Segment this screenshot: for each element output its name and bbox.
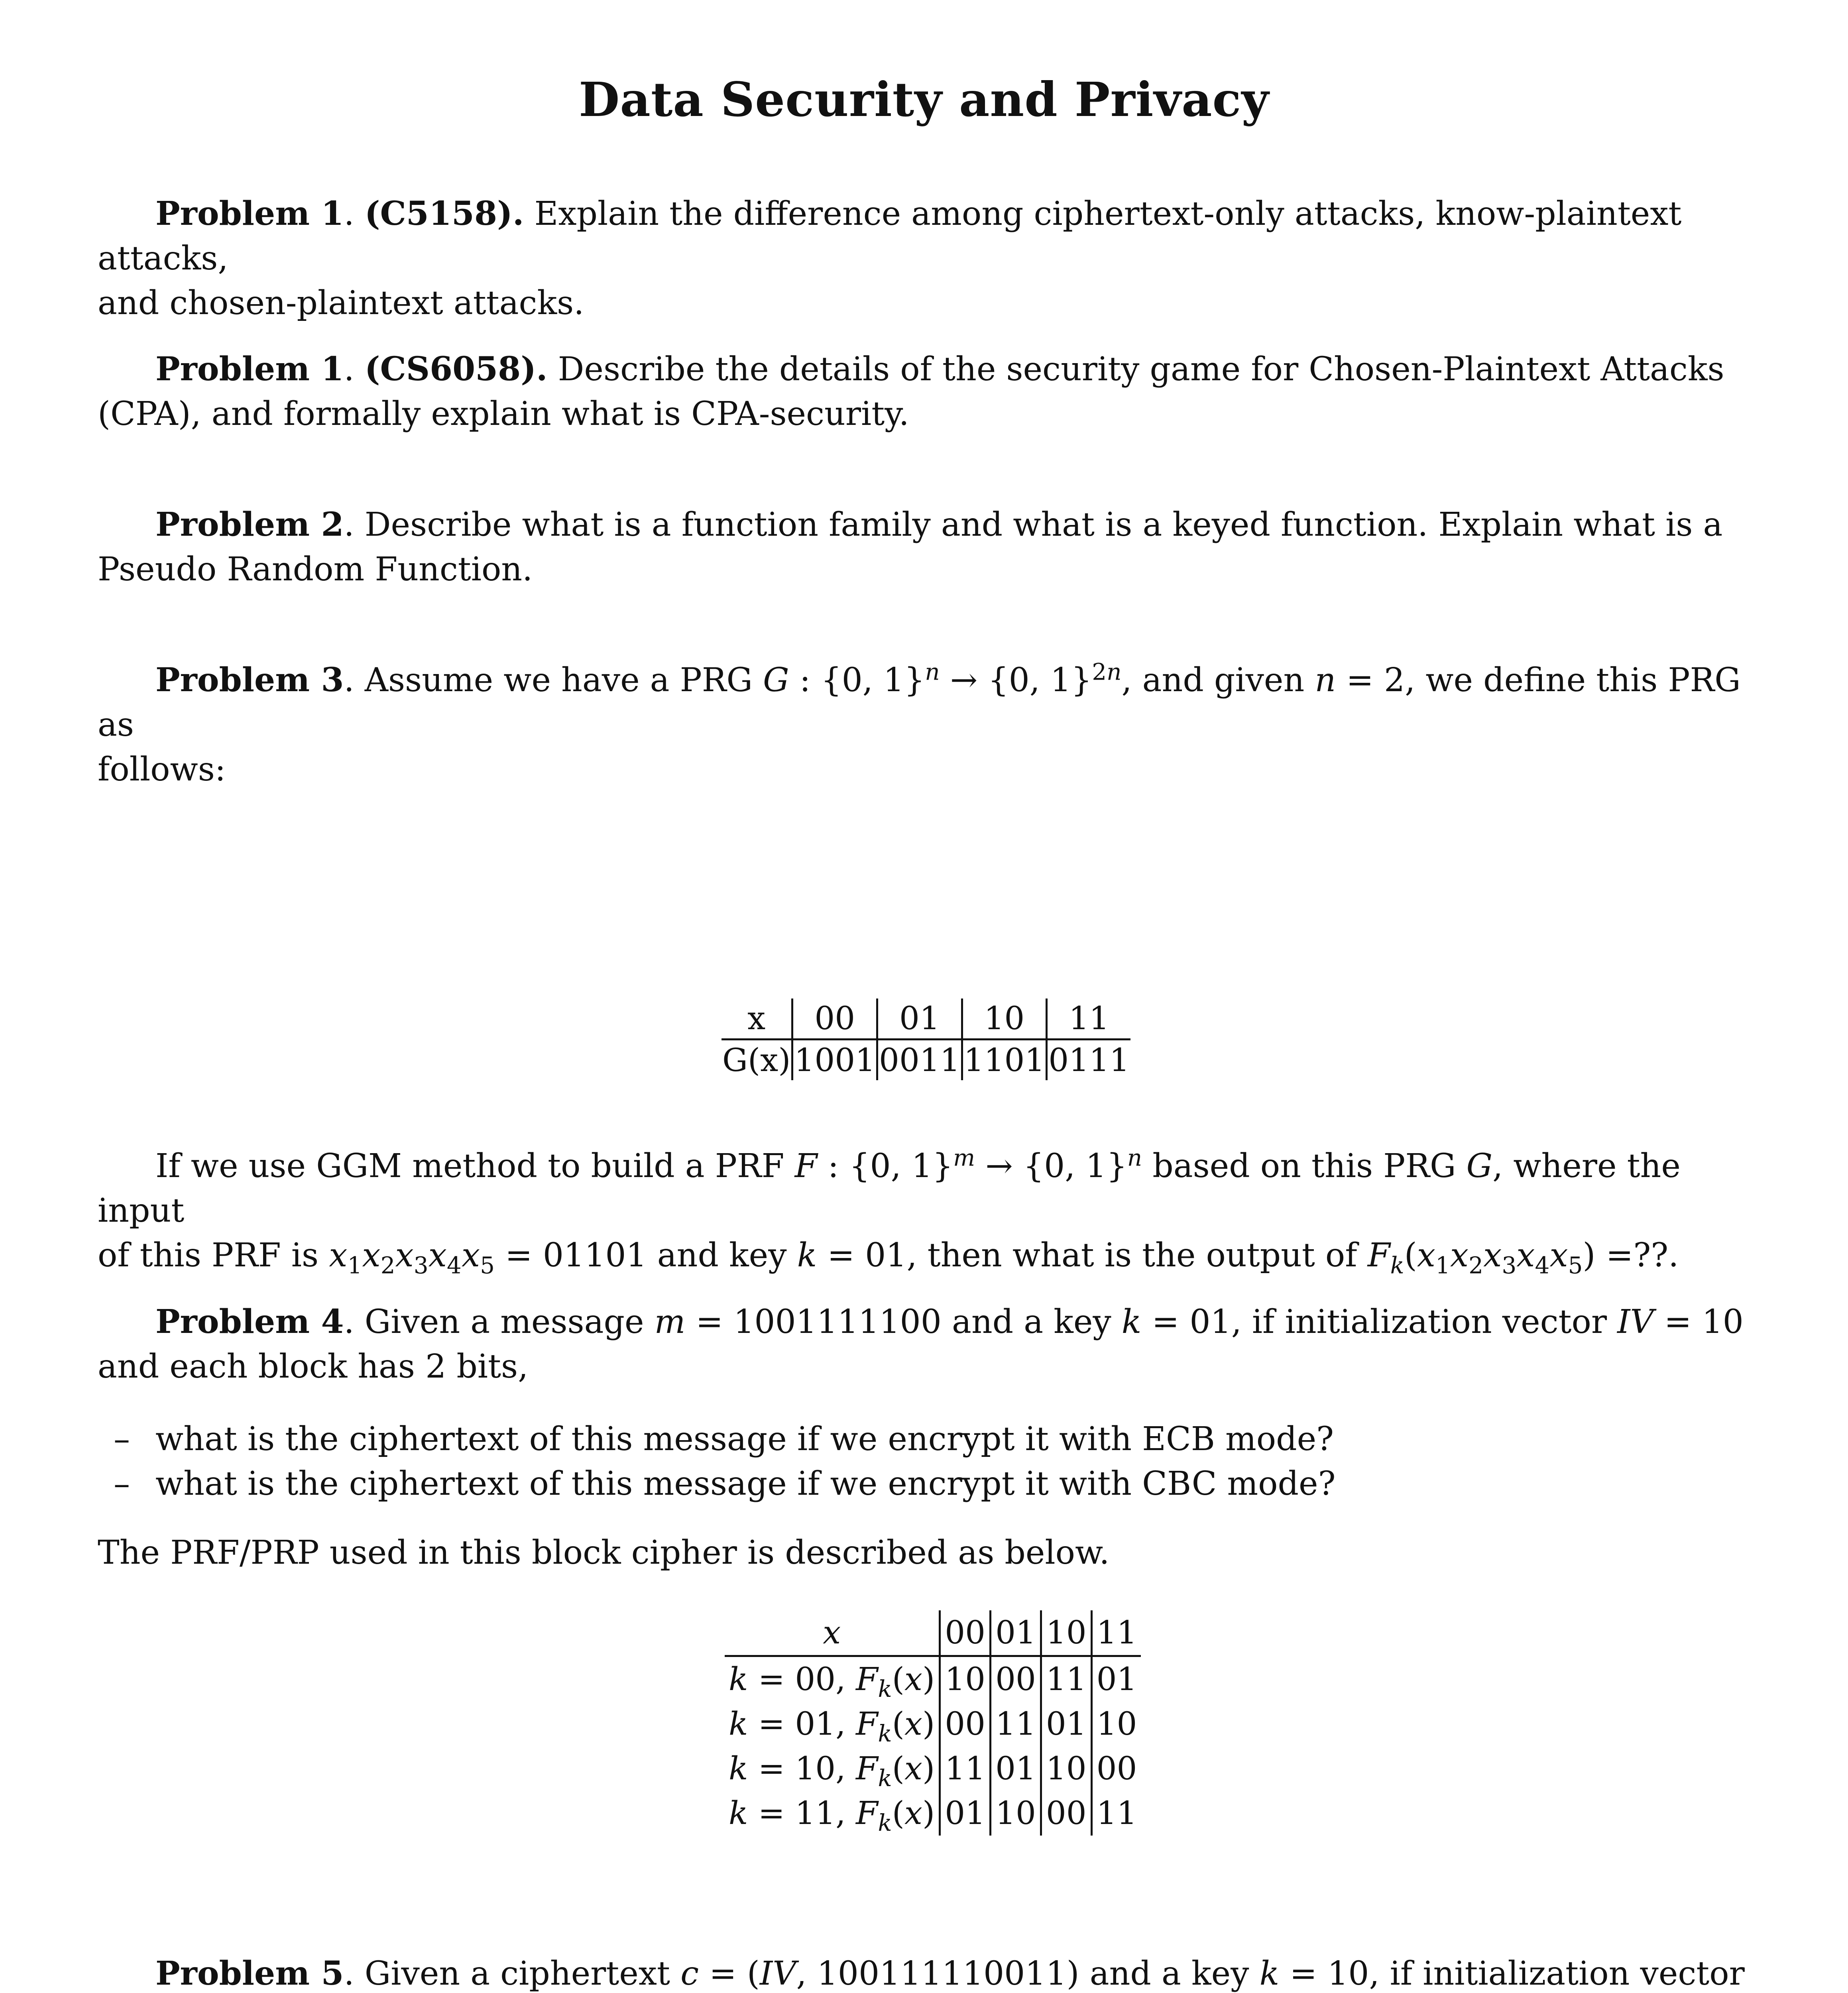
problem-text: = 10 bbox=[1664, 1303, 1744, 1341]
table-cell: 11 bbox=[940, 1746, 991, 1791]
problem-text: , and given bbox=[1121, 661, 1305, 699]
table-header-cell: 10 bbox=[1041, 1610, 1091, 1656]
prf-table-header-row bbox=[725, 1610, 1141, 1656]
table-row-label: k = 11, $F_k(x)$ bbox=[729, 1794, 935, 1836]
question-text: , where the input bbox=[98, 1147, 1681, 1230]
question-text: = 01, then what is the output of bbox=[827, 1236, 1357, 1274]
problem-text: = 1001111100 and a key bbox=[696, 1303, 1111, 1341]
question-text: based on this PRG bbox=[1152, 1147, 1456, 1185]
prf-table-row bbox=[725, 1656, 1141, 1702]
problem-label: Problem 1 bbox=[155, 195, 344, 233]
problem-text: Given a ciphertext bbox=[364, 1955, 670, 1993]
table-cell: 00 bbox=[1041, 1791, 1091, 1836]
bullet-text: what is the ciphertext of this message if we encrypt it with ECB mode? bbox=[155, 1420, 1334, 1458]
table-cell: 01 bbox=[1091, 1656, 1141, 1702]
bullet-item: – what is the ciphertext of this message if we encrypt it with ECB mode? bbox=[114, 1420, 1334, 1458]
problem-3: Problem 3. Assume we have a PRG G : {0, 1}$^n$ → {0, 1}$^{2n}$, and given n = 2, we define this PRG as follows: bbox=[98, 658, 1772, 792]
table-header-cell: x bbox=[722, 998, 792, 1040]
page-title: Data Security and Privacy bbox=[579, 72, 1269, 127]
table-cell: 00 bbox=[940, 1702, 991, 1746]
ggm-question: If we use GGM method to build a PRF F : {0, 1}$^m$ → {0, 1}$^n$ based on this PRG G, where the input of this PRF is $x_1x_2x_3x_4x_5 = 01101$ and key k = 01, then what is the output of $F_k(x_1x_2x_3x_4x_5)$ =??. bbox=[98, 1144, 1681, 1279]
table-cell: 10 bbox=[1041, 1746, 1091, 1791]
prf-table-row bbox=[725, 1746, 1141, 1791]
problem-text: , we define this PRG as bbox=[98, 661, 1741, 744]
problem-text: = 10, if initialization vector bbox=[1290, 1955, 1745, 1993]
table-row-label: k = 01, $F_k(x)$ bbox=[729, 1705, 935, 1747]
problem-text-cont: and each block has 2 bits, bbox=[98, 1348, 529, 1386]
table-cell: 10 bbox=[1091, 1702, 1141, 1746]
table-cell: 1001 bbox=[792, 1040, 877, 1081]
table-header-cell: x bbox=[725, 1610, 940, 1656]
table-header-cell: 01 bbox=[877, 998, 962, 1040]
table-cell: 0011 bbox=[877, 1040, 962, 1081]
question-text: If we use GGM method to build a PRF bbox=[155, 1147, 784, 1185]
problem-text-cont: and chosen-plaintext attacks. bbox=[98, 284, 584, 322]
table-cell: 11 bbox=[1091, 1791, 1141, 1836]
problem-text: Describe what is a function family and what is a keyed function. Explain what is a bbox=[364, 506, 1723, 544]
problem-text: , 100111110011) and a key bbox=[796, 1955, 1249, 1993]
problem-label: Problem 2 bbox=[155, 505, 344, 544]
table-header-cell: 00 bbox=[940, 1610, 991, 1656]
question-text: = 01101 and key bbox=[505, 1236, 787, 1274]
table-header-cell: 11 bbox=[1047, 998, 1130, 1040]
table-cell: 11 bbox=[1041, 1656, 1091, 1702]
table-cell: 0111 bbox=[1047, 1040, 1130, 1081]
table-row-label: k = 10, $F_k(x)$ bbox=[729, 1750, 935, 1792]
prg-table-output-row bbox=[722, 1040, 1130, 1081]
table-cell: 00 bbox=[991, 1656, 1041, 1702]
table-cell: 10 bbox=[991, 1791, 1041, 1836]
prg-table bbox=[722, 998, 1130, 1080]
prf-note: The PRF/PRP used in this block cipher is described as below. bbox=[98, 1534, 1110, 1572]
problem-text: = 01, if initialization vector bbox=[1152, 1303, 1607, 1341]
table-header-cell: 00 bbox=[792, 998, 877, 1040]
problem-text: Given a message bbox=[364, 1303, 644, 1341]
table-cell: 10 bbox=[940, 1656, 991, 1702]
course-code: (C5158). bbox=[364, 195, 524, 233]
question-text: of this PRF is bbox=[98, 1236, 319, 1274]
problem-2: Problem 2. Describe what is a function family and what is a keyed function. Explain what is a Pseudo Random Function. bbox=[98, 502, 1772, 592]
problem-text-cont: follows: bbox=[98, 751, 226, 788]
question-text: =??. bbox=[1606, 1236, 1679, 1274]
prg-table-header-row bbox=[722, 998, 1130, 1040]
table-header-cell: 11 bbox=[1091, 1610, 1141, 1656]
problem-label: Problem 4 bbox=[155, 1303, 344, 1341]
problem-label: Problem 3 bbox=[155, 661, 344, 699]
problem-5: Problem 5. Given a ciphertext c = (IV, 100111110011) and a key k = 10, if initialization vector bbox=[155, 1954, 1745, 1993]
problem-4: Problem 4. Given a message m = 1001111100 and a key k = 01, if initialization vector IV = 10 and each block has 2 bits, bbox=[98, 1299, 1772, 1389]
prf-table bbox=[725, 1610, 1141, 1836]
table-cell: 11 bbox=[991, 1702, 1041, 1746]
problem-text: Explain the difference among ciphertext-only attacks, know-plaintext attacks, bbox=[98, 195, 1682, 277]
course-code: (CS6058). bbox=[364, 350, 548, 388]
problem-label: Problem 1 bbox=[155, 350, 344, 388]
bullet-item: – what is the ciphertext of this message if we encrypt it with CBC mode? bbox=[114, 1465, 1336, 1503]
problem-text: Describe the details of the security game for Chosen-Plaintext Attacks bbox=[558, 350, 1724, 388]
problem-1-c5158: Problem 1. (C5158). Explain the difference among ciphertext-only attacks, know-plaintext attacks, and chosen-plaintext attacks. bbox=[98, 191, 1772, 326]
problem-text-cont: (CPA), and formally explain what is CPA-security. bbox=[98, 395, 909, 433]
table-cell: G(x) bbox=[722, 1042, 791, 1079]
table-cell: 01 bbox=[1041, 1702, 1091, 1746]
bullet-text: what is the ciphertext of this message if we encrypt it with CBC mode? bbox=[155, 1465, 1336, 1503]
problem-label: Problem 5 bbox=[155, 1954, 344, 1993]
prf-table-row bbox=[725, 1791, 1141, 1836]
table-cell: 1101 bbox=[962, 1040, 1047, 1081]
problem-1-cs6058: Problem 1. (CS6058). Describe the details of the security game for Chosen-Plaintext Attacks (CPA), and formally explain what is CPA-security. bbox=[98, 347, 1772, 436]
table-header-cell: 10 bbox=[962, 998, 1047, 1040]
table-header-cell: 01 bbox=[991, 1610, 1041, 1656]
problem-text-cont: Pseudo Random Function. bbox=[98, 550, 533, 588]
prf-table-row bbox=[725, 1702, 1141, 1746]
table-row-label: k = 00, $F_k(x)$ bbox=[729, 1661, 935, 1702]
problem-text: Assume we have a PRG bbox=[364, 661, 753, 699]
table-cell: 00 bbox=[1091, 1746, 1141, 1791]
table-cell: 01 bbox=[940, 1791, 991, 1836]
problem-text: = ( bbox=[709, 1955, 760, 1993]
table-cell: 01 bbox=[991, 1746, 1041, 1791]
